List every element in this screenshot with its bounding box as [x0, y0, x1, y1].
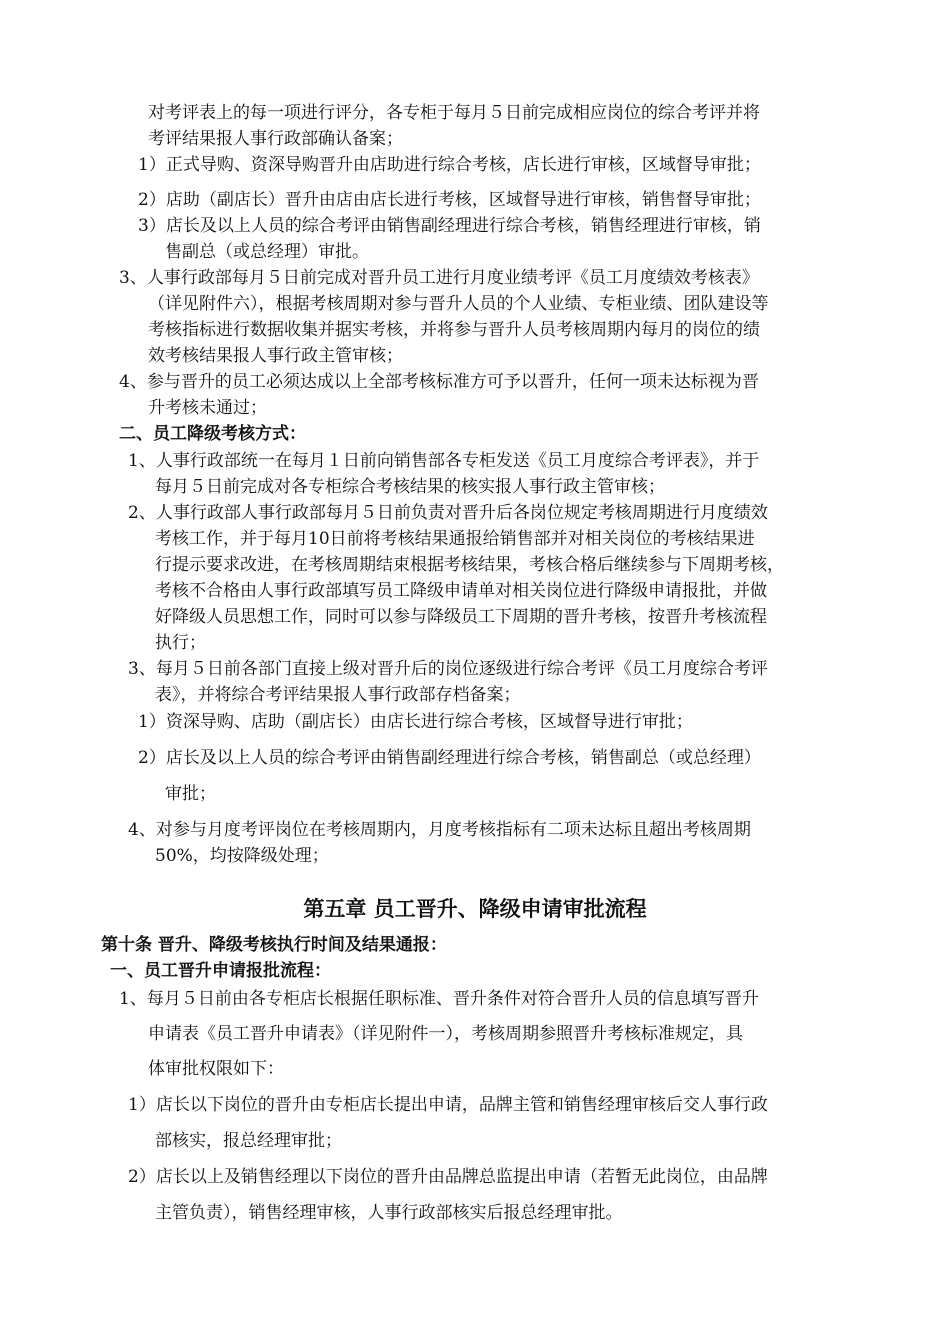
list-item-line: 4、对参与月度考评岗位在考核周期内，月度考核指标有二项未达标且超出考核周期 [128, 820, 751, 840]
list-item-line: 4、参与晋升的员工必须达成以上全部考核标准方可予以晋升，任何一项未达标视为晋 [119, 372, 759, 392]
paragraph-line: 每月５日前完成对各专柜综合考核结果的核实报人事行政主管审核； [155, 477, 665, 497]
paragraph-line: 售副总（或总经理）审批。 [165, 242, 369, 262]
paragraph-line: 效考核结果报人事行政主管审核； [148, 346, 403, 366]
list-item-line: 1）正式导购、资深导购晋升由店助进行综合考核，店长进行审核，区域督导审批； [138, 155, 761, 175]
paragraph-line: 对考评表上的每一项进行评分，各专柜于每月５日前完成相应岗位的综合考评并将 [148, 103, 760, 123]
list-item-line: 3、人事行政部每月５日前完成对晋升员工进行月度业绩考评《员工月度绩效考核表》 [119, 268, 759, 288]
paragraph-line: 考核工作，并于每月10日前将考核结果通报给销售部并对相关岗位的考核结果进 [155, 529, 755, 549]
paragraph-line: （详见附件六），根据考核周期对参与晋升人员的个人业绩、专柜业绩、团队建设等 [148, 294, 769, 314]
list-item-line: 1、每月５日前由各专柜店长根据任职标准、晋升条件对符合晋升人员的信息填写晋升 [119, 989, 759, 1009]
section-heading: 二、员工降级考核方式： [119, 424, 306, 444]
list-item-line: 2）店长以上及销售经理以下岗位的晋升由品牌总监提出申请（若暂无此岗位，由品牌 [128, 1167, 768, 1187]
paragraph-line: 升考核未通过； [148, 398, 267, 418]
paragraph-line: 部核实，报总经理审批； [155, 1131, 342, 1151]
paragraph-line: 表》，并将综合考评结果报人事行政部存档备案； [155, 685, 521, 705]
paragraph-line: 体审批权限如下： [148, 1059, 284, 1079]
list-item-line: 3）店长及以上人员的综合考评由销售副经理进行综合考核，销售经理进行审核，销 [138, 216, 761, 236]
list-item-line: 1）店长以下岗位的晋升由专柜店长提出申请，品牌主管和销售经理审核后交人事行政 [128, 1095, 768, 1115]
list-item-line: 2）店长及以上人员的综合考评由销售副经理进行综合考核，销售副总（或总经理） [138, 748, 761, 768]
list-item-line: 2）店助（副店长）晋升由店由店长进行考核，区域督导进行审核，销售督导审批； [138, 190, 761, 210]
paragraph-line: 考核不合格由人事行政部填写员工降级申请单对相关岗位进行降级申请报批，并做 [155, 581, 767, 601]
paragraph-line: 申请表《员工晋升申请表》（详见附件一），考核周期参照晋升考核标准规定，具 [148, 1024, 743, 1044]
paragraph-line: 考核指标进行数据收集并据实考核，并将参与晋升人员考核周期内每月的岗位的绩 [148, 320, 760, 340]
paragraph-line: 考评结果报人事行政部确认备案； [148, 129, 403, 149]
paragraph-line: 50%，均按降级处理； [155, 846, 329, 866]
paragraph-line: 主管负责），销售经理审核，人事行政部核实后报总经理审批。 [155, 1203, 623, 1223]
section-heading: 一、员工晋升申请报批流程： [110, 961, 331, 981]
list-item-line: 1、人事行政部统一在每月１日前向销售部各专柜发送《员工月度综合考评表》，并于 [128, 451, 760, 471]
article-heading: 第十条 晋升、降级考核执行时间及结果通报： [101, 935, 447, 955]
chapter-title: 第五章 员工晋升、降级申请审批流程 [303, 897, 647, 921]
paragraph-line: 审批； [165, 784, 216, 804]
list-item-line: 3、每月５日前各部门直接上级对晋升后的岗位逐级进行综合考评《员工月度综合考评 [128, 659, 768, 679]
paragraph-line: 执行； [155, 633, 206, 653]
paragraph-line: 行提示要求改进，在考核周期结束根据考核结果，考核合格后继续参与下周期考核， [155, 555, 784, 575]
list-item-line: 2、人事行政部人事行政部每月５日前负责对晋升后各岗位规定考核周期进行月度绩效 [128, 503, 768, 523]
paragraph-line: 好降级人员思想工作，同时可以参与降级员工下周期的晋升考核，按晋升考核流程 [155, 607, 767, 627]
list-item-line: 1）资深导购、店助（副店长）由店长进行综合考核，区域督导进行审批； [138, 712, 693, 732]
